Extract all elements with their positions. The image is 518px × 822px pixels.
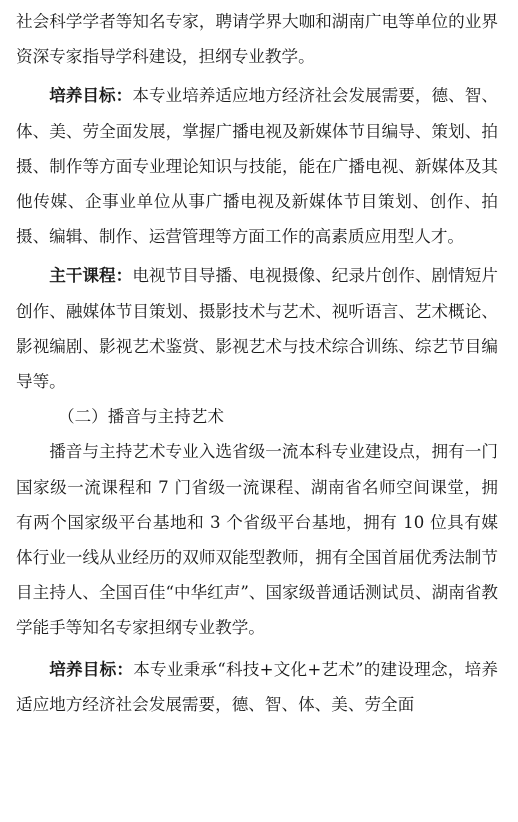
body-paragraph-continuation [16,4,498,74]
body-paragraph-training-goal [16,78,498,254]
section-heading-text: （二）播音与主持艺术 [58,407,224,427]
body-paragraph-core-courses [16,258,498,399]
paragraph-text: 本专业培养适应地方经济社会发展需要，德、智、体、美、劳全面发展，掌握广播电视及新媒体节目编导、策划、拍摄、制作等方面专业理论知识与技能，能在广播电视、新媒体及其他传媒、企事业单位从事广播电视及新媒体节目策划、创作、拍摄、编辑、制作、运营管理等方面工作的高素质应用型人才。 [16,86,499,247]
paragraph-text: 播音与主持艺术专业入选省级一流本科专业建设点，拥有一门国家级一流课程和 7 门省级一流课程、湖南省名师空间课堂，拥有两个国家级平台基地和 3 个省级平台基地，拥有 10 位具有媒体行业一线从业经历的双师双能型教师，拥有全国首届优秀法制节目主持人、全国百佳“中华红声”、国家级普通话测试员、湖南省教学能手等知名专家担纲专业教学。 [16,442,498,638]
paragraph-label: 培养目标： [49,86,133,106]
paragraph-text: 社会科学学者等知名专家，聘请学界大咖和湖南广电等单位的业界资深专家指导学科建设，担纲专业教学。 [16,12,498,67]
section-heading [16,399,498,434]
body-paragraph-program-intro [16,434,498,645]
paragraph-label: 培养目标： [49,659,134,679]
paragraph-label: 主干课程： [49,266,133,286]
body-paragraph-training-goal-2 [16,652,498,722]
paragraph-text: 本专业秉承“科技+文化+艺术”的建设理念，培养适应地方经济社会发展需要，德、智、体、美、劳全面 [16,659,498,714]
paragraph-text: 电视节目导播、电视摄像、纪录片创作、剧情短片创作、融媒体节目策划、摄影技术与艺术、视听语言、艺术概论、影视编剧、影视艺术鉴赏、影视艺术与技术综合训练、综艺节目编导等。 [16,266,499,392]
